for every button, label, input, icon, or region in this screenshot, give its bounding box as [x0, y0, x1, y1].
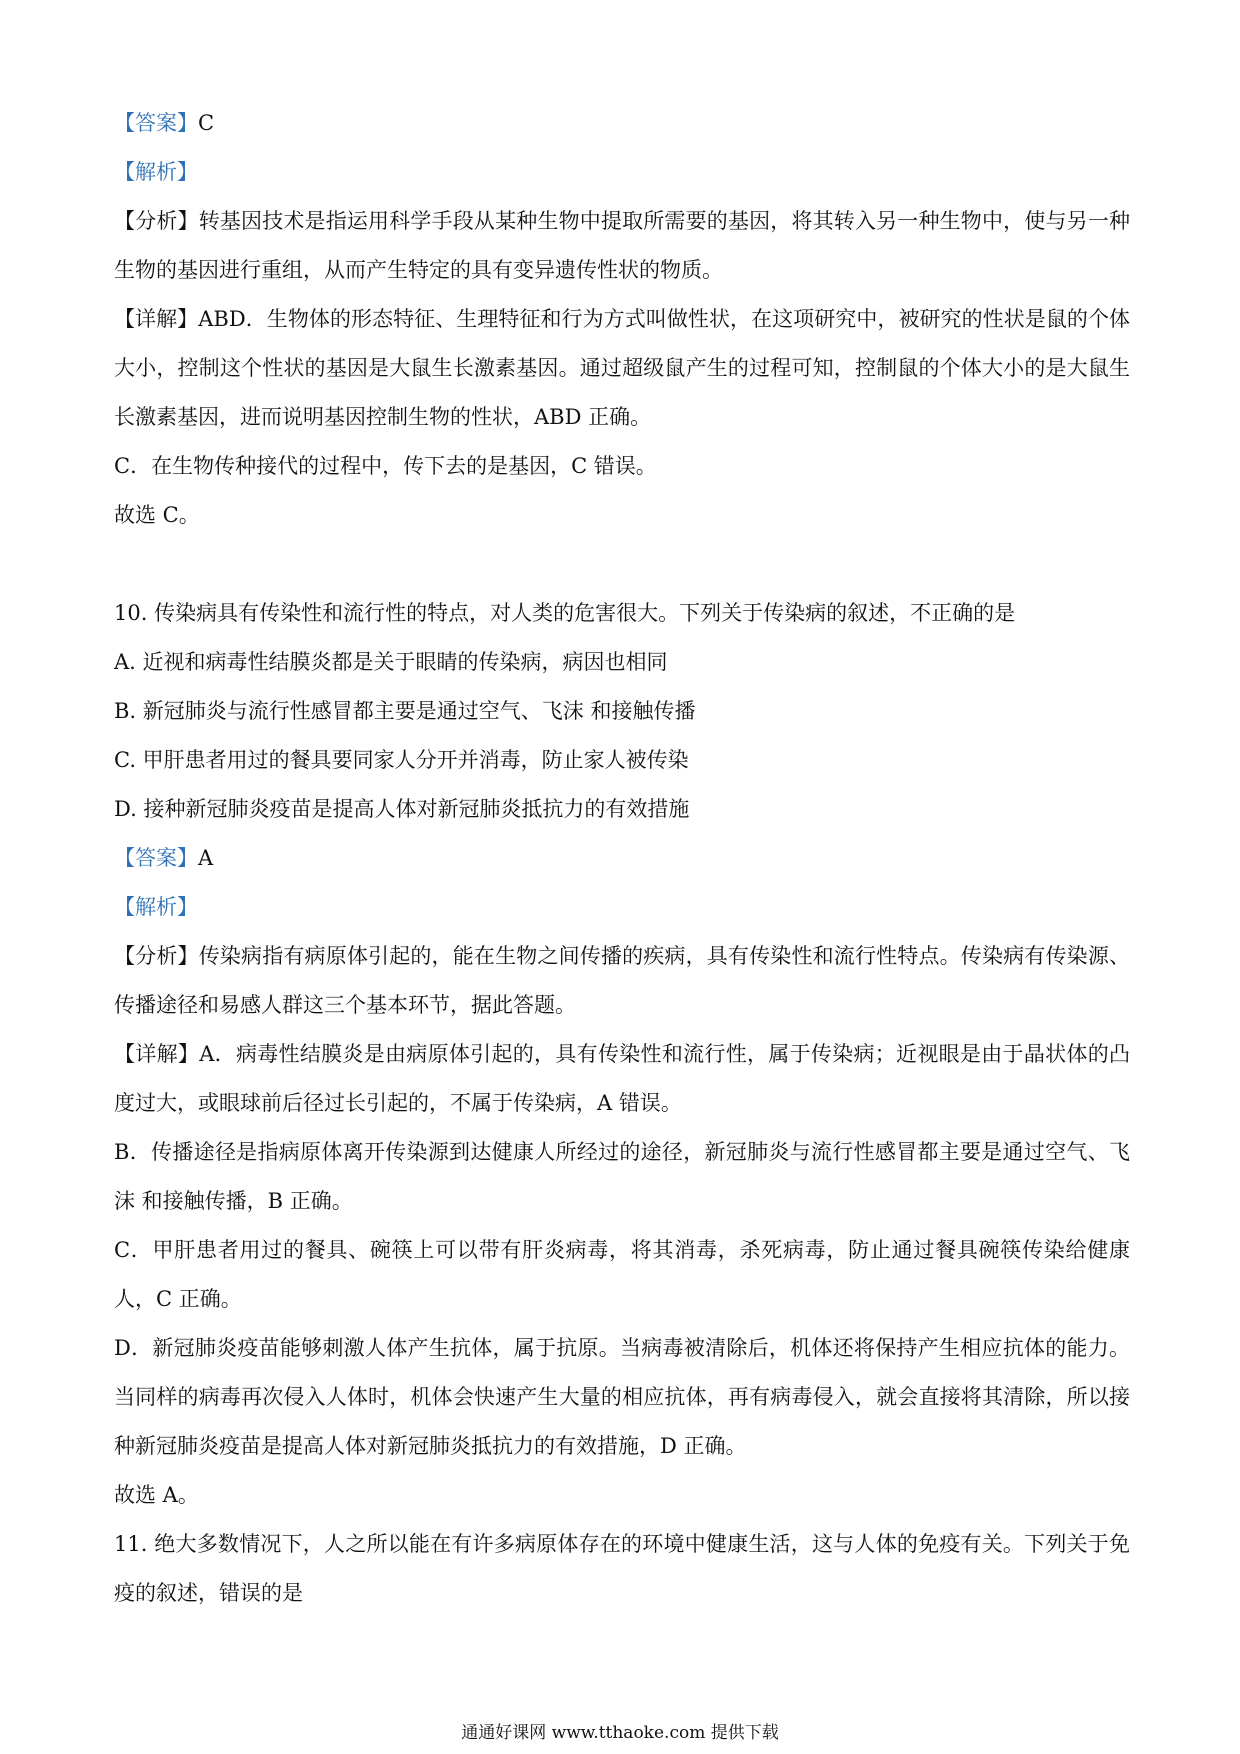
q10-c-explanation: C．甲肝患者用过的餐具、碗筷上可以带有肝炎病毒，将其消毒，杀死病毒，防止通过餐具碗筷传染给健康人，C 正确。: [114, 1238, 1130, 1311]
section-gap: [114, 540, 1130, 589]
q9-answer-value: C: [198, 111, 215, 135]
q10-analysis-line: [114, 883, 1130, 932]
q9-fenxi-text: 转基因技术是指运用科学手段从某种生物中提取所需要的基因，将其转入另一种生物中，使与另一种生物的基因进行重组，从而产生特定的具有变异遗传性状的物质。: [114, 209, 1131, 282]
q9-xiangjie-paragraph: [114, 295, 1130, 442]
q10-xiangjie-paragraph: [114, 1030, 1130, 1128]
q9-analysis-line: [114, 148, 1130, 197]
q10-fenxi-tag: 【分析】: [114, 944, 199, 968]
q9-conclusion: 故选 C。: [114, 503, 200, 527]
q10-b-explanation: B．传播途径是指病原体离开传染源到达健康人所经过的途径，新冠肺炎与流行性感冒都主要是通过空气、飞沫 和接触传播，B 正确。: [114, 1140, 1130, 1213]
q10-d-explanation: D．新冠肺炎疫苗能够刺激人体产生抗体，属于抗原。当病毒被清除后，机体还将保持产生相应抗体的能力。当同样的病毒再次侵入人体时，机体会快速产生大量的相应抗体，再有病毒侵入，就会直接将其清除，所以接种新冠肺炎疫苗是提高人体对新冠肺炎抵抗力的有效措施，D 正确。: [114, 1336, 1130, 1458]
q10-answer-tag: 【答案】: [114, 846, 198, 870]
q11-stem: 11. 绝大多数情况下，人之所以能在有许多病原体存在的环境中健康生活，这与人体的免疫有关。下列关于免疫的叙述，错误的是: [114, 1532, 1130, 1605]
q9-answer-tag: 【答案】: [114, 111, 198, 135]
q9-analysis-tag: 【解析】: [114, 160, 198, 184]
q10-option-a: A. 近视和病毒性结膜炎都是关于眼睛的传染病，病因也相同: [114, 650, 668, 674]
page-content: [114, 99, 1130, 1618]
q10-answer-value: A: [198, 846, 214, 870]
q10-xiangjie-text: A．病毒性结膜炎是由病原体引起的，具有传染性和流行性，属于传染病；近视眼是由于晶状体的凸度过大，或眼球前后径过长引起的，不属于传染病，A 错误。: [114, 1042, 1131, 1115]
q10-answer-line: [114, 834, 1130, 883]
q9-c-explanation: C．在生物传种接代的过程中，传下去的是基因，C 错误。: [114, 454, 657, 478]
q9-xiangjie-tag: 【详解】: [114, 307, 199, 331]
q10-option-b: B. 新冠肺炎与流行性感冒都主要是通过空气、飞沫 和接触传播: [114, 699, 696, 723]
q10-conclusion: 故选 A。: [114, 1483, 199, 1507]
q9-xiangjie-text: ABD．生物体的形态特征、生理特征和行为方式叫做性状，在这项研究中，被研究的性状是鼠的个体大小，控制这个性状的基因是大鼠生长激素基因。通过超级鼠产生的过程可知，控制鼠的个体大小的是大鼠生长激素基因，进而说明基因控制生物的性状，ABD 正确。: [114, 307, 1131, 429]
q10-fenxi-paragraph: [114, 932, 1130, 1030]
q9-fenxi-tag: 【分析】: [114, 209, 199, 233]
q9-fenxi-paragraph: [114, 197, 1130, 295]
q10-option-d: D. 接种新冠肺炎疫苗是提高人体对新冠肺炎抵抗力的有效措施: [114, 797, 690, 821]
q10-fenxi-text: 传染病指有病原体引起的，能在生物之间传播的疾病，具有传染性和流行性特点。传染病有传染源、传播途径和易感人群这三个基本环节，据此答题。: [114, 944, 1131, 1017]
q10-stem: 10. 传染病具有传染性和流行性的特点，对人类的危害很大。下列关于传染病的叙述，不正确的是: [114, 601, 1016, 625]
page-footer: 通通好课网 www.tthaoke.com 提供下载: [461, 1723, 779, 1743]
q10-analysis-tag: 【解析】: [114, 895, 198, 919]
q9-answer-line: [114, 99, 1130, 148]
q10-option-c: C. 甲肝患者用过的餐具要同家人分开并消毒，防止家人被传染: [114, 748, 689, 772]
q10-xiangjie-tag: 【详解】: [114, 1042, 200, 1066]
